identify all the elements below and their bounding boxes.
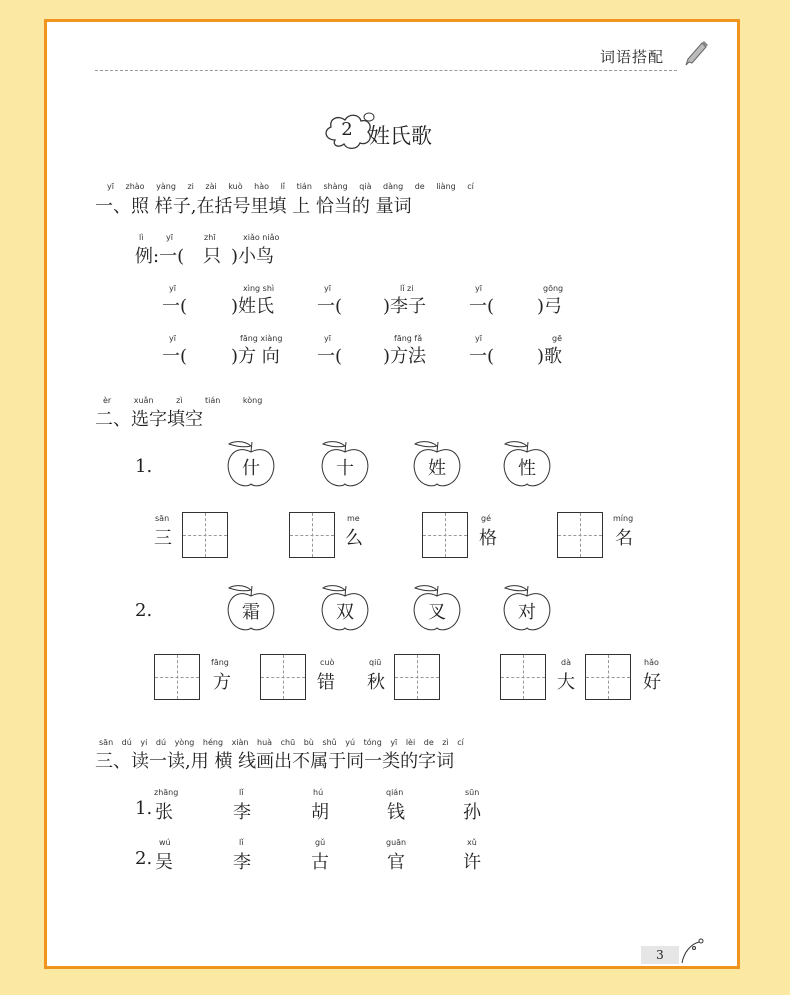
word-char: 秋 — [367, 672, 385, 693]
bracket-open: 一( — [317, 346, 343, 367]
apple-char: 姓 — [428, 458, 446, 479]
apple-choice — [499, 440, 555, 490]
writing-grid[interactable] — [182, 512, 228, 558]
pinyin: míng — [613, 514, 634, 523]
apple-choice — [317, 440, 373, 490]
pinyin: lǐ zi — [400, 284, 414, 293]
word-char: 三 — [154, 528, 172, 549]
pinyin: xiǎo niǎo — [243, 233, 280, 242]
example-answer: 只 — [203, 246, 221, 267]
header-divider — [95, 70, 677, 71]
pinyin: yī — [166, 233, 173, 242]
pinyin: hǎo — [644, 658, 659, 667]
pinyin: yī — [324, 334, 331, 343]
pinyin: fāng xiàng — [240, 334, 283, 343]
pinyin: sān — [155, 514, 170, 523]
example-suffix: )小鸟 — [231, 246, 275, 267]
apple-choice — [409, 440, 465, 490]
word-char: 官 — [387, 852, 405, 873]
writing-grid[interactable] — [289, 512, 335, 558]
bracket-open: 一( — [317, 296, 343, 317]
writing-grid[interactable] — [422, 512, 468, 558]
fill-item: )方 向 — [231, 346, 280, 367]
pinyin: gē — [552, 334, 562, 343]
writing-grid[interactable] — [585, 654, 631, 700]
apple-choice — [223, 584, 279, 634]
pinyin: yī — [324, 284, 331, 293]
fill-item: )弓 — [537, 296, 563, 317]
section1-pinyin: yī zhào yàng zi zài kuò hào lǐ tián shàng qià dàng de liàng cí — [107, 182, 474, 191]
workbook-page — [44, 19, 740, 969]
apple-char: 叉 — [428, 602, 446, 623]
pinyin: wú — [159, 838, 171, 847]
pinyin: gé — [481, 514, 491, 523]
pinyin: yī — [475, 284, 482, 293]
q1-label: 1. — [135, 456, 153, 477]
pinyin: yī — [169, 334, 176, 343]
section2-title: 二、选字填空 — [95, 409, 203, 430]
writing-grid[interactable] — [260, 654, 306, 700]
pinyin: qiū — [369, 658, 382, 667]
pencil-icon — [683, 38, 709, 66]
lesson-title: 姓氏歌 — [369, 124, 432, 148]
writing-grid[interactable] — [557, 512, 603, 558]
pinyin: zhī — [204, 233, 216, 242]
word-char: 方 — [213, 672, 231, 693]
swirl-decoration-icon — [679, 934, 709, 964]
apple-char: 双 — [336, 602, 354, 623]
pinyin: xǔ — [467, 838, 477, 847]
apple-char: 什 — [242, 458, 260, 479]
pinyin: fāng — [211, 658, 229, 667]
header-title: 词语搭配 — [600, 48, 665, 66]
bracket-open: 一( — [162, 346, 188, 367]
row-label: 1. — [135, 798, 153, 819]
pinyin: zhāng — [154, 788, 179, 797]
apple-choice — [317, 584, 373, 634]
pinyin: lì — [139, 233, 144, 242]
fill-item: )李子 — [383, 296, 427, 317]
pinyin: hú — [313, 788, 324, 797]
word-char: 错 — [317, 672, 335, 693]
pinyin: xìng shì — [243, 284, 275, 293]
pinyin: dà — [561, 658, 571, 667]
section1-title: 一、照 样子,在括号里填 上 恰当的 量词 — [95, 196, 412, 217]
pinyin: me — [347, 514, 360, 523]
pinyin: yī — [169, 284, 176, 293]
pinyin: guān — [386, 838, 407, 847]
apple-choice — [499, 584, 555, 634]
apple-char: 霜 — [242, 602, 260, 623]
pinyin: qián — [386, 788, 404, 797]
writing-grid[interactable] — [154, 654, 200, 700]
section2-pinyin: èr xuǎn zì tián kòng — [103, 396, 263, 405]
fill-item: )方法 — [383, 346, 427, 367]
apple-choice — [223, 440, 279, 490]
bracket-open: 一( — [469, 296, 495, 317]
example-prefix: 例:一( — [135, 246, 185, 267]
pinyin: sūn — [465, 788, 480, 797]
word-char: 古 — [311, 852, 329, 873]
word-char: 名 — [615, 528, 633, 549]
pinyin: gōng — [543, 284, 564, 293]
word-char: 李 — [233, 852, 251, 873]
q2-label: 2. — [135, 600, 153, 621]
pinyin: cuò — [320, 658, 335, 667]
word-char: 么 — [345, 528, 363, 549]
pinyin: gǔ — [315, 838, 326, 847]
word-char: 钱 — [387, 802, 405, 823]
section3-title: 三、读一读,用 横 线画出不属于同一类的字词 — [95, 751, 455, 772]
pinyin: lǐ — [239, 788, 244, 797]
apple-char: 十 — [336, 458, 354, 479]
row-label: 2. — [135, 848, 153, 869]
section3-pinyin: sān dú yi dú yòng héng xiàn huà chū bù shǔ yú tóng yī lèi de zì cí — [99, 738, 464, 747]
word-char: 李 — [233, 802, 251, 823]
word-char: 张 — [155, 802, 173, 823]
fill-item: )姓氏 — [231, 296, 275, 317]
page-number: 3 — [641, 946, 679, 964]
bracket-open: 一( — [469, 346, 495, 367]
word-char: 孙 — [463, 802, 481, 823]
apple-char: 对 — [518, 602, 536, 623]
pinyin: lǐ — [239, 838, 244, 847]
writing-grid[interactable] — [394, 654, 440, 700]
apple-char: 性 — [518, 458, 536, 479]
pinyin: fāng fǎ — [394, 334, 423, 343]
word-char: 吴 — [155, 852, 173, 873]
bracket-open: 一( — [162, 296, 188, 317]
word-char: 好 — [643, 672, 661, 693]
word-char: 大 — [557, 672, 575, 693]
word-char: 格 — [479, 528, 497, 549]
writing-grid[interactable] — [500, 654, 546, 700]
fill-item: )歌 — [537, 346, 563, 367]
apple-choice — [409, 584, 465, 634]
lesson-number: 2 — [341, 119, 353, 140]
word-char: 许 — [463, 852, 481, 873]
pinyin: yī — [475, 334, 482, 343]
word-char: 胡 — [311, 802, 329, 823]
